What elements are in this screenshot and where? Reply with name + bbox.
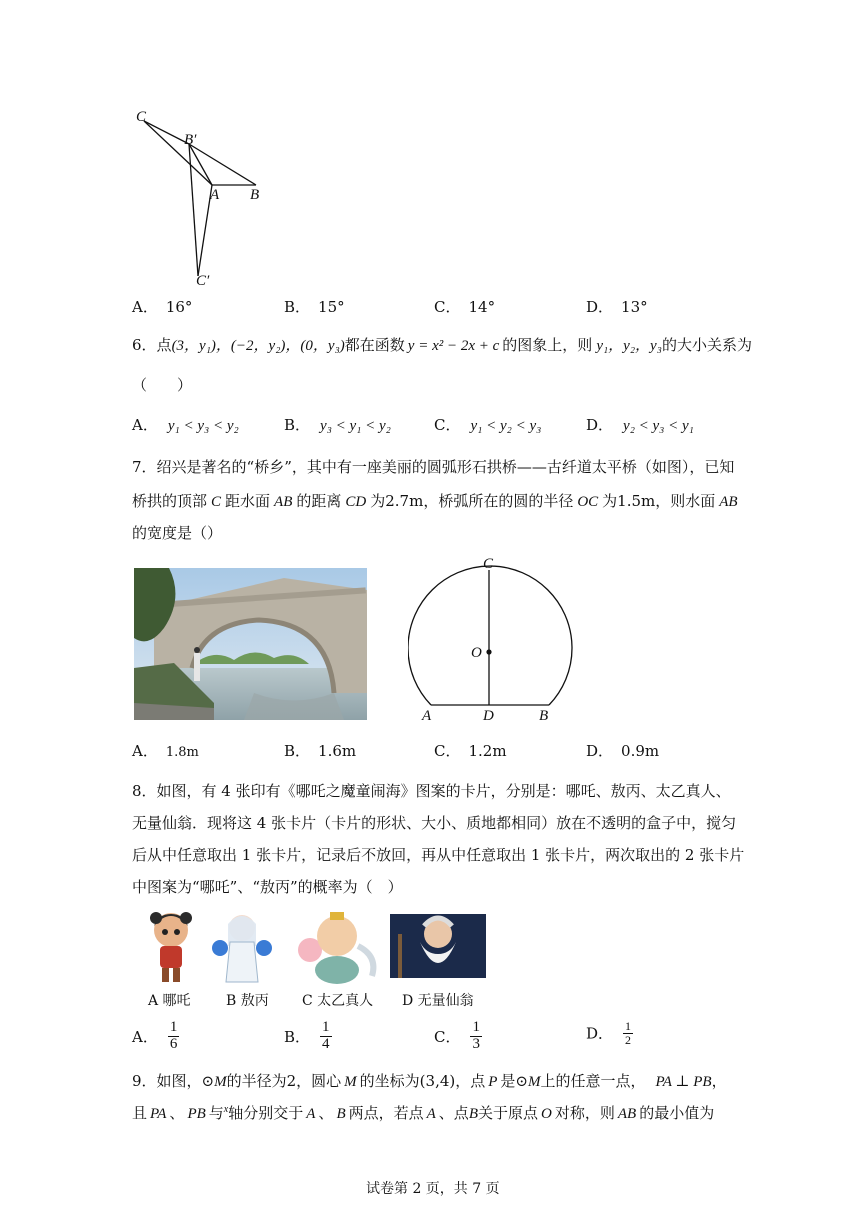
option-text: 1.6m bbox=[318, 742, 357, 760]
q7-text: 为2.7m，桥弧所在的圆的半径 bbox=[370, 492, 574, 510]
fraction-numerator: 1 bbox=[472, 1019, 480, 1035]
option-text: y₂ < y₃ < y₁ bbox=[623, 418, 694, 434]
option-letter: A． bbox=[132, 416, 158, 434]
q8-stem-line2: 无量仙翁．现将这 4 张卡片（卡片的形状、大小、质地都相同）放在不透明的盒子中，搅匀 bbox=[132, 814, 737, 832]
q7-label-D: D bbox=[483, 708, 494, 724]
fraction-denominator: 2 bbox=[625, 1032, 632, 1047]
q6-text-mid: 都在函数 bbox=[344, 336, 405, 354]
q9-var: AB bbox=[617, 1106, 637, 1122]
q7-stem-line2 bbox=[132, 490, 738, 511]
fraction-numerator: 1 bbox=[322, 1019, 330, 1035]
q6-vars: y₁，y₂，y₃ bbox=[596, 338, 662, 354]
q7-stem-line3: 的宽度是（） bbox=[132, 524, 223, 542]
q6-function: y = x² − 2x + c bbox=[407, 338, 500, 354]
q9-text: 与 bbox=[208, 1104, 224, 1122]
option-letter: A． bbox=[132, 1027, 158, 1046]
card-caption-d: D 无量仙翁 bbox=[402, 993, 474, 1009]
q7-text: 的距离 bbox=[296, 492, 342, 510]
q7-text: 距水面 bbox=[225, 492, 271, 510]
q7-var-OC: OC bbox=[577, 494, 599, 510]
card-caption-c: C 太乙真人 bbox=[302, 993, 374, 1009]
page-footer: 试卷第 2 页，共 7 页 bbox=[366, 1181, 500, 1197]
card-aobing-image bbox=[212, 906, 272, 986]
q5-option-a[interactable] bbox=[132, 296, 192, 317]
q7-option-a[interactable] bbox=[132, 740, 199, 761]
q5-triangle-figure bbox=[128, 104, 278, 290]
card-wuliang-image bbox=[390, 914, 486, 978]
option-letter: B． bbox=[284, 1027, 311, 1046]
card-caption-a: A 哪吒 bbox=[148, 993, 191, 1009]
q7-label-O: O bbox=[471, 645, 482, 661]
option-letter: C． bbox=[434, 298, 461, 316]
q9-var-M: M bbox=[344, 1074, 357, 1090]
q9-text: 上的任意一点， bbox=[540, 1072, 646, 1090]
bridge-photo bbox=[134, 568, 367, 720]
fig5-label-Cprime: C′ bbox=[196, 273, 210, 289]
option-letter: D． bbox=[586, 298, 614, 316]
q9-var: PA bbox=[150, 1106, 167, 1122]
option-letter: D． bbox=[586, 742, 614, 760]
q9-var: B bbox=[468, 1106, 478, 1122]
q9-var: A bbox=[306, 1106, 316, 1122]
q9-stem-line1 bbox=[132, 1070, 727, 1091]
q9-text: 、 bbox=[318, 1104, 334, 1122]
q9-text: 9．如图，⊙ bbox=[132, 1072, 215, 1090]
option-text: 16° bbox=[165, 298, 193, 316]
q7-option-c[interactable] bbox=[434, 740, 507, 761]
q6-option-c[interactable] bbox=[434, 414, 541, 435]
q9-text: 轴分别交于 bbox=[228, 1104, 304, 1122]
fraction-numerator: 1 bbox=[625, 1019, 632, 1033]
q9-var: A bbox=[426, 1106, 436, 1122]
q9-text: 是⊙ bbox=[500, 1072, 528, 1090]
q9-text: 关于原点 bbox=[477, 1104, 538, 1122]
option-text: 1.2m bbox=[468, 742, 507, 760]
q7-label-C: C bbox=[483, 556, 494, 572]
q9-var: PB bbox=[187, 1106, 206, 1122]
q9-text: 、点 bbox=[438, 1104, 469, 1122]
q9-text: 对称，则 bbox=[554, 1104, 615, 1122]
q9-var-P: P bbox=[488, 1074, 498, 1090]
q8-option-d[interactable] bbox=[586, 1020, 633, 1046]
q9-var-x: x bbox=[223, 1104, 229, 1115]
option-text: y₁ < y₂ < y₃ bbox=[470, 418, 542, 434]
q7-label-A: A bbox=[422, 708, 432, 724]
option-fraction bbox=[623, 1020, 633, 1046]
fig5-label-C: C bbox=[136, 109, 147, 125]
fraction-denominator: 4 bbox=[322, 1035, 330, 1052]
fraction-denominator: 3 bbox=[472, 1035, 480, 1052]
option-text: 0.9m bbox=[621, 742, 660, 760]
option-letter: D． bbox=[586, 1024, 614, 1043]
question-number: 6． bbox=[132, 336, 157, 354]
q9-text: 、 bbox=[169, 1104, 185, 1122]
option-letter: D． bbox=[586, 416, 614, 434]
q7-circle-diagram bbox=[408, 552, 584, 726]
q7-stem-line1: 7．绍兴是著名的“桥乡”，其中有一座美丽的圆弧形石拱桥——古纤道太平桥（如图），已知 bbox=[132, 458, 735, 476]
option-letter: B． bbox=[284, 416, 311, 434]
option-letter: B． bbox=[284, 298, 311, 316]
q8-option-c[interactable] bbox=[434, 1020, 482, 1053]
fraction-denominator: 6 bbox=[169, 1035, 178, 1052]
q8-option-a[interactable] bbox=[132, 1020, 179, 1053]
option-text: y₁ < y₃ < y₂ bbox=[167, 418, 239, 434]
q8-stem-line3: 后从中任意取出 1 张卡片，记录后不放回，再从中任意取出 1 张卡片，两次取出的 2 张卡片 bbox=[132, 846, 745, 864]
q9-text: 且 bbox=[132, 1104, 148, 1122]
q9-var: O bbox=[541, 1106, 552, 1122]
card-taiyi-image bbox=[292, 906, 382, 986]
option-letter: A． bbox=[132, 298, 158, 316]
fig5-label-B: B bbox=[250, 187, 260, 203]
fig5-label-A: A bbox=[210, 187, 220, 203]
option-text: 13° bbox=[621, 298, 648, 316]
q6-option-d[interactable] bbox=[586, 414, 694, 435]
q7-var-AB: AB bbox=[719, 494, 738, 510]
option-text: 15° bbox=[318, 298, 345, 316]
q5-option-b[interactable] bbox=[284, 296, 345, 317]
q5-option-c[interactable] bbox=[434, 296, 495, 317]
q6-text-post: 的图象上，则 bbox=[502, 336, 593, 354]
q6-stem bbox=[132, 334, 752, 355]
q7-option-d[interactable] bbox=[586, 740, 659, 761]
q6-answer-paren: （ ） bbox=[132, 376, 193, 394]
q9-var-M: M bbox=[214, 1074, 227, 1090]
q8-stem-line4: 中图案为“哪吒”、“敖丙”的概率为（ ） bbox=[132, 878, 403, 896]
q6-points: (3，y₁)，(−2，y₂)，(0，y₃) bbox=[171, 338, 345, 354]
q9-text: 的半径为2，圆心 bbox=[226, 1072, 342, 1090]
option-text: 1.8m bbox=[165, 745, 199, 760]
q9-text: ， bbox=[711, 1072, 727, 1090]
q9-perp: PA ⊥ PB bbox=[655, 1074, 712, 1090]
q9-text: 的坐标为(3,4)，点 bbox=[359, 1072, 486, 1090]
q7-var-AB: AB bbox=[274, 494, 293, 510]
card-caption-b: B 敖丙 bbox=[226, 993, 269, 1009]
q6-option-a[interactable] bbox=[132, 414, 239, 435]
q9-text: 的最小值为 bbox=[639, 1104, 715, 1122]
q9-var: B bbox=[336, 1106, 346, 1122]
option-text: 14° bbox=[468, 298, 496, 316]
option-letter: C． bbox=[434, 1027, 461, 1046]
q9-var-M: M bbox=[527, 1074, 541, 1090]
option-fraction bbox=[320, 1020, 332, 1053]
option-letter: B． bbox=[284, 742, 311, 760]
option-fraction bbox=[168, 1020, 180, 1053]
q6-text-pre: 点 bbox=[156, 336, 172, 354]
q9-stem-line2 bbox=[132, 1102, 714, 1123]
fraction-numerator: 1 bbox=[169, 1019, 178, 1035]
option-letter: C． bbox=[434, 416, 461, 434]
q7-label-B: B bbox=[539, 708, 549, 724]
option-text: y₃ < y₁ < y₂ bbox=[320, 418, 391, 434]
option-letter: A． bbox=[132, 742, 158, 760]
option-fraction bbox=[470, 1020, 482, 1053]
q7-var-CD: CD bbox=[345, 494, 367, 510]
option-letter: C． bbox=[434, 742, 461, 760]
q8-option-b[interactable] bbox=[284, 1020, 332, 1053]
q7-text: 桥拱的顶部 bbox=[132, 492, 208, 510]
q5-option-d[interactable] bbox=[586, 296, 648, 317]
q6-option-b[interactable] bbox=[284, 414, 391, 435]
q6-text-end: 的大小关系为 bbox=[661, 336, 752, 354]
q8-stem-line1: 8．如图，有 4 张印有《哪吒之魔童闹海》图案的卡片，分别是：哪吒、敖丙、太乙真人、 bbox=[132, 782, 731, 800]
fig5-label-Bprime: B′ bbox=[184, 132, 197, 148]
q7-var-C: C bbox=[211, 494, 222, 510]
q7-text: 为1.5m，则水面 bbox=[602, 492, 716, 510]
q9-text: 两点，若点 bbox=[348, 1104, 424, 1122]
card-nezha-image bbox=[146, 906, 196, 986]
q7-option-b[interactable] bbox=[284, 740, 356, 761]
